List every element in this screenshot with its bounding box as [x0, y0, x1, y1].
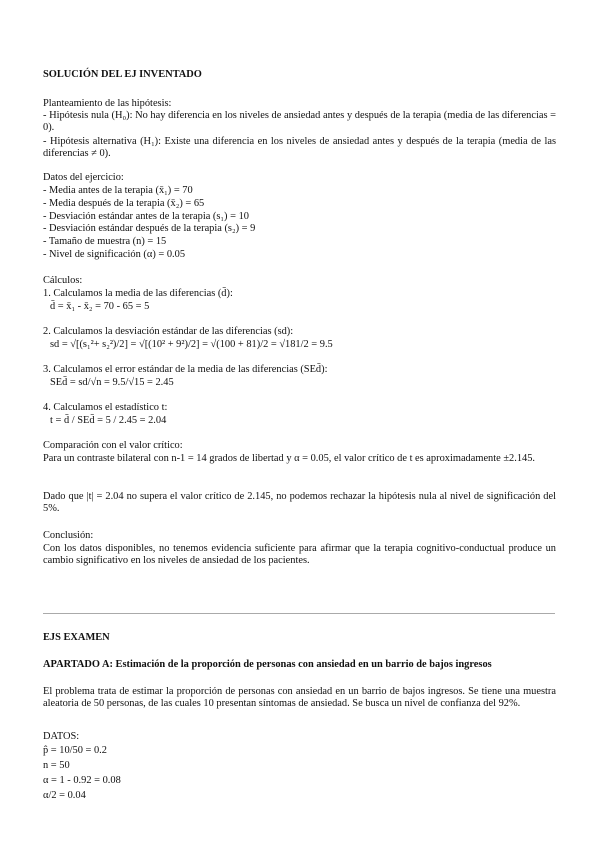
exam-data-item: n = 50 [43, 760, 70, 771]
calc-step-4-equation: t = d̄ / SEd̄ = 5 / 2.45 = 2.04 [50, 415, 167, 426]
data-item: - Nivel de significación (α) = 0.05 [43, 249, 186, 260]
comparison-text: Para un contraste bilateral con n-1 = 14 grados de libertad y α = 0.05, el valor crítico de t es aproximadamente ±2.145. [43, 453, 536, 464]
conclusion-text: Con los datos disponibles, no tenemos evidencia suficiente para afirmar que la terapia cognitivo-conductual produce un cambio significativo en los niveles de ansiedad de los pacientes. [43, 543, 556, 566]
calc-step-3-equation: SEd̄ = sd/√n = 9.5/√15 = 2.45 [50, 377, 174, 388]
data-item: - Media después de la terapia (x̄₂) = 65 [43, 198, 205, 209]
data-item: - Desviación estándar antes de la terapia (s₁) = 10 [43, 211, 249, 222]
calc-step-2: 2. Calculamos la desviación estándar de las diferencias (sd): [43, 326, 294, 337]
conclusion-heading: Conclusión: [43, 530, 94, 541]
exam-data-item: α/2 = 0.04 [43, 790, 86, 801]
comparison-heading: Comparación con el valor crítico: [43, 440, 183, 451]
calc-step-3: 3. Calculamos el error estándar de la media de las diferencias (SEd̄): [43, 364, 328, 375]
calc-step-4: 4. Calculamos el estadístico t: [43, 402, 168, 413]
section-a-title: APARTADO A: Estimación de la proporción de personas con ansiedad en un barrio de bajos ingresos [43, 659, 492, 670]
hypotheses-heading: Planteamiento de las hipótesis: [43, 98, 172, 109]
exam-data-item: α = 1 - 0.92 = 0.08 [43, 775, 121, 786]
horizontal-divider [43, 613, 555, 614]
data-item: - Desviación estándar después de la terapia (s₂) = 9 [43, 223, 256, 234]
problem-statement: El problema trata de estimar la proporción de personas con ansiedad en un barrio de bajos ingresos. Se tiene una muestra aleatoria de 50 personas, de las cuales 10 presentan síntomas de ansiedad. Se busca un nivel de confianza del 92%. [43, 686, 556, 709]
calc-step-1: 1. Calculamos la media de las diferencias (d̄): [43, 288, 233, 299]
decision-text: Dado que |t| = 2.04 no supera el valor crítico de 2.145, no podemos rechazar la hipótesis nula al nivel de significación del 5%. [43, 491, 556, 514]
alternative-hypothesis: - Hipótesis alternativa (H₁): Existe una diferencia en los niveles de ansiedad antes y después de la terapia (media de las diferencias ≠ 0). [43, 136, 556, 159]
calc-step-2-equation: sd = √[(s₁²+ s₂²)/2] = √[(10² + 9²)/2] = √(100 + 81)/2 = √181/2 = 9.5 [50, 339, 333, 350]
exam-data-item: p̂ = 10/50 = 0.2 [43, 745, 107, 756]
calc-step-1-equation: d̄ = x̄₁ - x̄₂ = 70 - 65 = 5 [50, 301, 150, 312]
data-item: - Tamaño de muestra (n) = 15 [43, 236, 167, 247]
exam-data-heading: DATOS: [43, 731, 80, 742]
calculations-heading: Cálculos: [43, 275, 83, 286]
data-item: - Media antes de la terapia (x̄₁) = 70 [43, 185, 193, 196]
exam-title: EJS EXAMEN [43, 632, 110, 643]
solution-title: SOLUCIÓN DEL EJ INVENTADO [43, 69, 202, 80]
null-hypothesis: - Hipótesis nula (H₀): No hay diferencia en los niveles de ansiedad antes y después de la terapia (media de las diferencias = 0). [43, 110, 556, 133]
data-heading: Datos del ejercicio: [43, 172, 124, 183]
